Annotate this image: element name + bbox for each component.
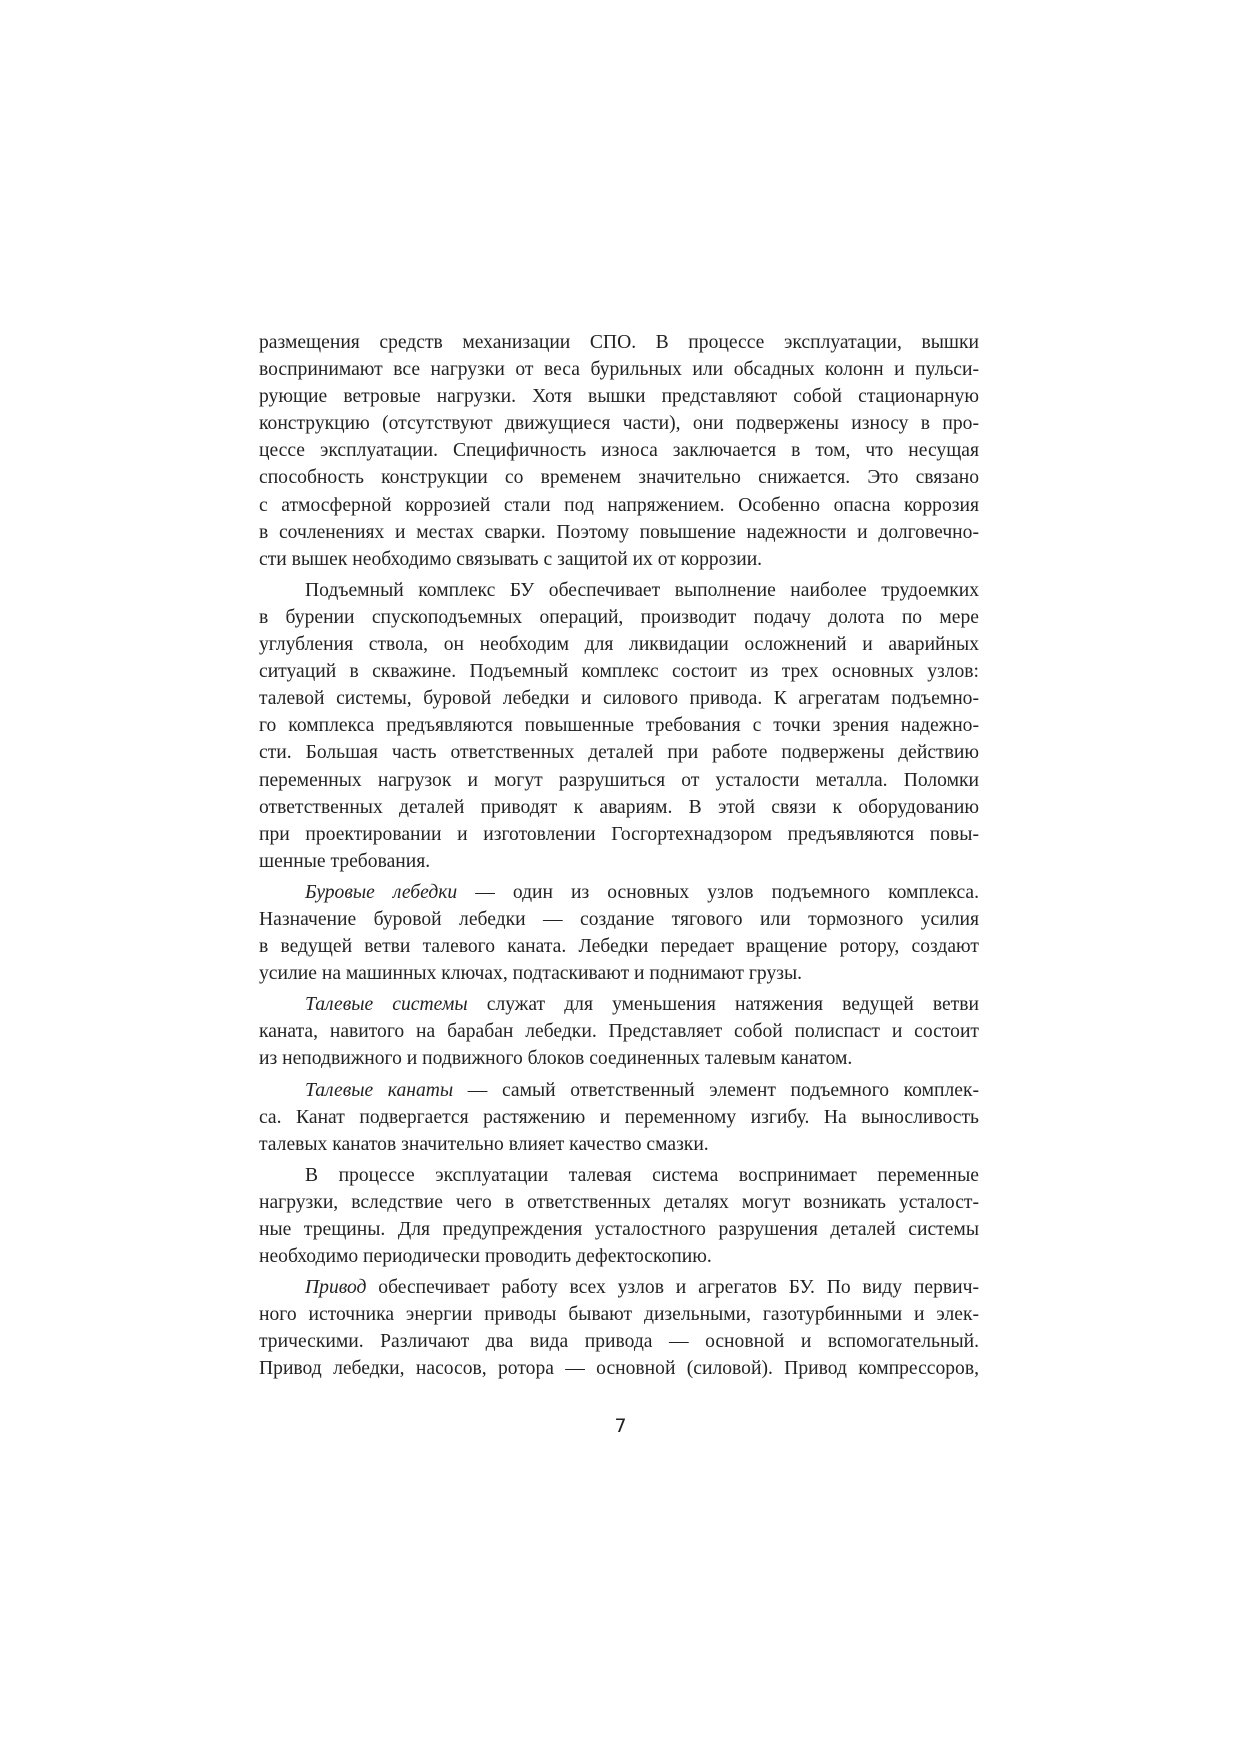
text-line: воспринимают все нагрузки от веса бурильных или обсадных колонн и пульси- (259, 359, 979, 381)
text-line: способность конструкции со временем значительно снижается. Это связано (259, 467, 979, 489)
italic-term: Привод (305, 1277, 367, 1299)
text-line: талевой системы, буровой лебедки и силового привода. К агрегатам подъемно- (259, 688, 979, 710)
text-run: обеспечивает работу всех узлов и агрегатов БУ. По виду первич- (366, 1277, 979, 1299)
text-run: — один из основных узлов подъемного комплекса. (457, 881, 979, 903)
paragraph (259, 329, 979, 573)
text-line: ситуаций в скважине. Подъемный комплекс состоит из трех основных узлов: (259, 661, 979, 683)
text-line (259, 879, 979, 906)
text-run: — самый ответственный элемент подъемного комплек- (453, 1079, 979, 1101)
text-line: го комплекса предъявляются повышенные требования с точки зрения надежно- (259, 715, 979, 737)
paragraph (259, 577, 979, 875)
text-line: трическими. Различают два вида привода — основной и вспомогательный. (259, 1331, 979, 1353)
text-line: ного источника энергии приводы бывают дизельными, газотурбинными и элек- (259, 1304, 979, 1326)
italic-term: Буровые лебедки (305, 881, 458, 903)
text-line: переменных нагрузок и могут разрушиться от усталости металла. Поломки (259, 769, 979, 791)
paragraph (259, 1162, 979, 1270)
text-line: с атмосферной коррозией стали под напряжением. Особенно опасна коррозия (259, 494, 979, 516)
text-line: конструкцию (отсутствуют движущиеся части), они подвержены износу в про- (259, 413, 979, 435)
text-line: Подъемный комплекс БУ обеспечивает выполнение наиболее трудоемких (305, 579, 979, 601)
text-line: размещения средств механизации СПО. В процессе эксплуатации, вышки (259, 332, 979, 353)
text-line: са. Канат подвергается растяжению и переменному изгибу. На выносливость (259, 1106, 979, 1128)
text-line: в бурении спускоподъемных операций, производит подачу долота по мере (259, 606, 979, 628)
text-line: каната, навитого на барабан лебедки. Представляет собой полиспаст и состоит (259, 1021, 979, 1043)
text-line: углубления ствола, он необходим для ликвидации осложнений и аварийных (259, 634, 979, 656)
paragraph (259, 1274, 979, 1382)
text-line (259, 1077, 979, 1104)
text-line: шенные требования. (259, 850, 431, 872)
text-line: цессе эксплуатации. Специфичность износа заключается в том, что несущая (259, 440, 979, 462)
text-line: сти вышек необходимо связывать с защитой их от коррозии. (259, 548, 763, 570)
text-run: служат для уменьшения натяжения ведущей ветви (467, 994, 979, 1016)
text-line: необходимо периодически проводить дефектоскопию. (259, 1246, 712, 1268)
italic-term: Талевые канаты (305, 1079, 454, 1101)
text-line (259, 1274, 979, 1301)
text-line: ответственных деталей приводят к авариям. В этой связи к оборудованию (259, 796, 979, 818)
page-number: 7 (614, 1415, 627, 1437)
paragraph (259, 991, 979, 1072)
body-text (259, 329, 979, 1383)
text-line: В процессе эксплуатации талевая система воспринимает переменные (305, 1164, 979, 1186)
paragraph (259, 1077, 979, 1158)
text-line: ные трещины. Для предупреждения усталостного разрушения деталей системы (259, 1219, 979, 1240)
paragraph (259, 879, 979, 987)
text-line: при проектировании и изготовлении Госгортехнадзором предъявляются повы- (259, 823, 979, 845)
text-line (259, 991, 979, 1018)
text-line: Назначение буровой лебедки — создание тягового или тормозного усилия (259, 908, 979, 930)
text-line: Привод лебедки, насосов, ротора — основной (силовой). Привод компрессоров, (259, 1358, 979, 1380)
text-line: сти. Большая часть ответственных деталей при работе подвержены действию (259, 742, 979, 764)
text-line: усилие на машинных ключах, подтаскивают и поднимают грузы. (259, 963, 803, 985)
text-line: в ведущей ветви талевого каната. Лебедки передает вращение ротору, создают (259, 936, 979, 958)
text-line: в сочленениях и местах сварки. Поэтому повышение надежности и долговечно- (259, 521, 979, 543)
text-line: рующие ветровые нагрузки. Хотя вышки представляют собой стационарную (259, 386, 979, 408)
text-line: из неподвижного и подвижного блоков соединенных талевым канатом. (259, 1048, 853, 1070)
italic-term: Талевые системы (305, 994, 468, 1016)
text-line: талевых канатов значительно влияет качество смазки. (259, 1133, 709, 1155)
text-line: нагрузки, вследствие чего в ответственных деталях могут возникать усталост- (259, 1191, 979, 1213)
